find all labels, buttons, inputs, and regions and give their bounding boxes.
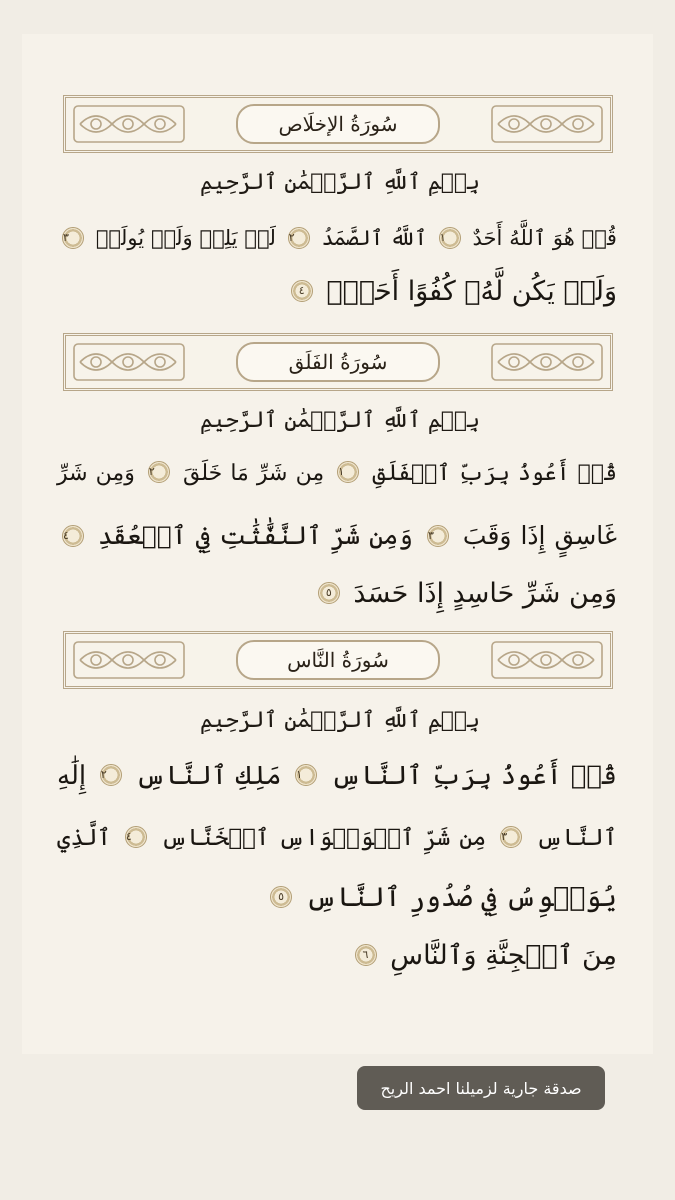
verse-text: إِلَٰهِ — [57, 761, 87, 791]
surah-title-plate — [236, 640, 440, 680]
verse-text: مِن شَرِّ مَا خَلَقَ — [183, 461, 325, 486]
verse-text: قُلۡ أَعُوذُ بِرَبِّ ٱلۡفَلَقِ — [372, 461, 617, 486]
surah-title-plate — [236, 342, 440, 382]
ayah-marker-icon: ١ — [295, 764, 317, 786]
verse-text: لَمۡ يَلِدۡ وَلَمۡ يُولَدۡ — [95, 226, 276, 250]
surah-header-nas — [63, 631, 613, 689]
dedication-caption: صدقة جارية لزميلنا احمد الريح — [357, 1066, 605, 1110]
verse-line — [57, 818, 617, 858]
verse-line — [57, 878, 617, 918]
ayah-marker-icon: ٣ — [500, 826, 522, 848]
verse-text: مِنَ ٱلۡجِنَّةِ وَٱلنَّاسِ — [390, 940, 617, 971]
verse-line — [57, 454, 617, 494]
verse-text: وَمِن شَرِّ — [57, 461, 135, 486]
verse-text: ٱللَّهُ ٱلصَّمَدُ — [321, 226, 427, 250]
verse-line — [57, 516, 617, 556]
verse-text: وَلَمۡ يَكُن لَّهُۥ كُفُوًا أَحَدُۢ — [326, 276, 617, 307]
ayah-marker-icon: ٦ — [355, 944, 377, 966]
verse-line — [57, 218, 617, 258]
verse-text: قُلۡ أَعُوذُ بِرَبِّ ٱلنَّاسِ — [331, 761, 618, 791]
surah-title: سُورَةُ الفَلَق — [288, 350, 388, 374]
surah-header-falaq — [63, 333, 613, 391]
ayah-marker-icon: ١ — [439, 227, 461, 249]
verse-text: قُلۡ هُوَ ٱللَّهُ أَحَدٌ — [472, 226, 617, 250]
ayah-marker-icon: ٢ — [100, 764, 122, 786]
verse-line — [57, 574, 617, 614]
verse-line — [57, 936, 617, 976]
ayah-marker-icon: ٤ — [125, 826, 147, 848]
verse-text: مِن شَرِّ ٱلۡوَسۡوَاسِ ٱلۡخَنَّاسِ — [160, 825, 487, 851]
ayah-marker-icon: ٤ — [291, 280, 313, 302]
verse-text: وَمِن شَرِّ ٱلنَّفَّٰثَٰتِ فِي ٱلۡعُقَدِ — [97, 521, 413, 550]
verse-text: ٱلنَّاسِ — [536, 825, 618, 851]
basmala: بِسۡمِ ٱللَّهِ ٱلرَّحۡمَٰنِ ٱلرَّحِيمِ — [199, 170, 481, 195]
ayah-marker-icon: ٢ — [288, 227, 310, 249]
ayah-marker-icon: ٥ — [270, 886, 292, 908]
ayah-marker-icon: ١ — [337, 461, 359, 483]
basmala: بِسۡمِ ٱللَّهِ ٱلرَّحۡمَٰنِ ٱلرَّحِيمِ — [199, 708, 481, 733]
verse-text: يُوَسۡوِسُ فِي صُدُورِ ٱلنَّاسِ — [305, 882, 617, 913]
verse-text: وَمِن شَرِّ حَاسِدٍ إِذَا حَسَدَ — [353, 578, 617, 609]
verse-line — [57, 756, 617, 796]
surah-title-plate — [236, 104, 440, 144]
surah-title: سُورَةُ الإخلَاص — [278, 112, 398, 136]
basmala: بِسۡمِ ٱللَّهِ ٱلرَّحۡمَٰنِ ٱلرَّحِيمِ — [199, 408, 481, 433]
ayah-marker-icon: ٣ — [427, 525, 449, 547]
surah-title: سُورَةُ النَّاس — [287, 648, 389, 672]
ayah-marker-icon: ٢ — [148, 461, 170, 483]
verse-text: مَلِكِ ٱلنَّاسِ — [135, 761, 282, 791]
verse-line — [57, 272, 617, 312]
surah-header-ikhlas — [63, 95, 613, 153]
ayah-marker-icon: ٥ — [318, 582, 340, 604]
ayah-marker-icon: ٣ — [62, 227, 84, 249]
ayah-marker-icon: ٤ — [62, 525, 84, 547]
verse-text: غَاسِقٍ إِذَا وَقَبَ — [462, 521, 617, 550]
verse-text: ٱلَّذِي — [57, 825, 111, 851]
